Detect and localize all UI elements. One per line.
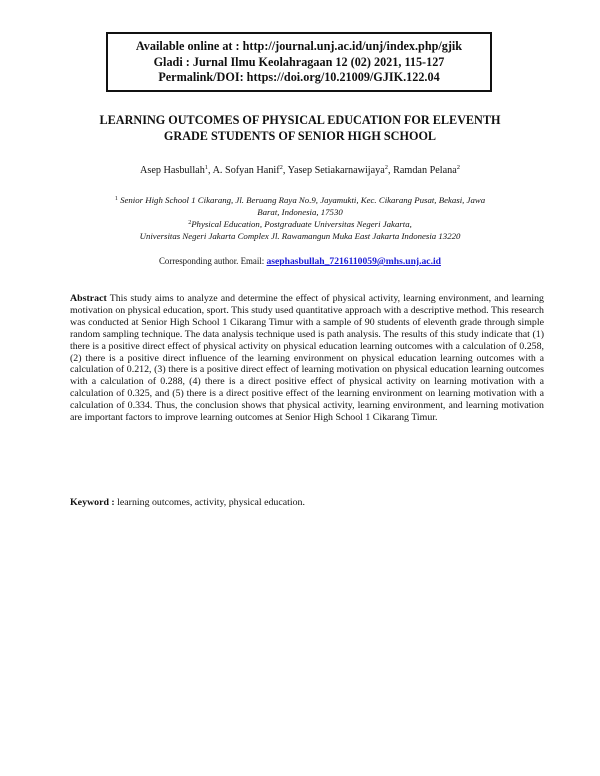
abstract-label: Abstract [70, 293, 107, 304]
journal-citation-line: Gladi : Jurnal Ilmu Keolahragaan 12 (02) 2021, 115-127 [153, 54, 445, 69]
corresponding-author [60, 256, 540, 267]
journal-header-box [106, 32, 492, 92]
affiliation-1-cont: Barat, Indonesia, 17530 [257, 206, 343, 217]
abstract-text: This study aims to analyze and determine the effect of physical activity, learning environment, and learning motivation on physical education, sport. This study used quantitative approach with a descriptive method. This research was conducted at Senior High School 1 Cikarang Timur with a sample of 90 students of eleventh grade through simple random sampling technique. The data analysis technique used is path analysis. The results of this study indicate that (1) there is a positive direct effect of physical activity on physical education learning outcomes with a calculation of 0.258, (2) there is a positive direct influence of the learning environment on physical education learning outcomes with a calculation of 0.212, (3) there is a positive direct effect of learning motivation on physical education learning outcomes with a calculation of 0.288, (4) there is a direct positive effect of physical activity on learning motivation with a calculation of 0.325, and (5) there is a direct positive effect of the learning environment on learning motivation with a calculation of 0.334. Thus, the conclusion shows that physical activity, learning environment, and learning motivation are important factors to improve learning outcomes at Senior High School 1 Cikarang Timur. [70, 293, 544, 424]
author-affil-mark: 2 [456, 164, 460, 171]
author-affil-mark: 1 [204, 164, 209, 171]
corresponding-email-link[interactable]: asephasbullah_7216110059@mhs.unj.ac.id [266, 256, 441, 267]
author-affil-mark: 2 [279, 164, 283, 171]
title-line-1: LEARNING OUTCOMES OF PHYSICAL EDUCATION FOR ELEVENTH [99, 113, 501, 127]
title-line-2: GRADE STUDENTS OF SENIOR HIGH SCHOOL [163, 129, 437, 143]
author-name: Yasep Setiakarnawijaya [287, 165, 385, 176]
journal-doi-line: Permalink/DOI: https://doi.org/10.21009/GJIK.122.04 [158, 70, 440, 84]
affiliations [80, 194, 520, 242]
affiliation-2-cont: Universitas Negeri Jakarta Complex Jl. Rawamangun Muka East Jakarta Indonesia 13220 [139, 230, 461, 241]
author-name: Ramdan Pelana [393, 165, 457, 176]
author-list: Asep Hasbullah$^1$, A. Sofyan Hanif$^2$, Yasep Setiakarnawijaya$^2$, Ramdan Pelana$^2$ [140, 164, 460, 176]
journal-availability-line: Available online at : http://journal.unj.ac.id/unj/index.php/gjik [135, 39, 463, 53]
affiliation-1: $^1$ Senior High School 1 Cikarang, Jl. Beruang Raya No.9, Jayamukti, Kec. Cikarang Pusat, Bekasi, Jawa [114, 195, 486, 205]
author-name: Asep Hasbullah [140, 165, 205, 176]
author-affil-mark: 2 [384, 164, 388, 171]
author-name: A. Sofyan Hanif [212, 165, 280, 176]
affiliation-2: $^2$Physical Education, Postgraduate Universitas Negeri Jakarta, [188, 219, 412, 229]
keyword-label: Keyword : [70, 497, 115, 508]
corresponding-label: Corresponding author. Email: [159, 256, 267, 266]
keyword-text: learning outcomes, activity, physical education. [114, 497, 305, 508]
paper-title [60, 112, 540, 144]
keywords [70, 497, 544, 508]
abstract [70, 293, 544, 424]
